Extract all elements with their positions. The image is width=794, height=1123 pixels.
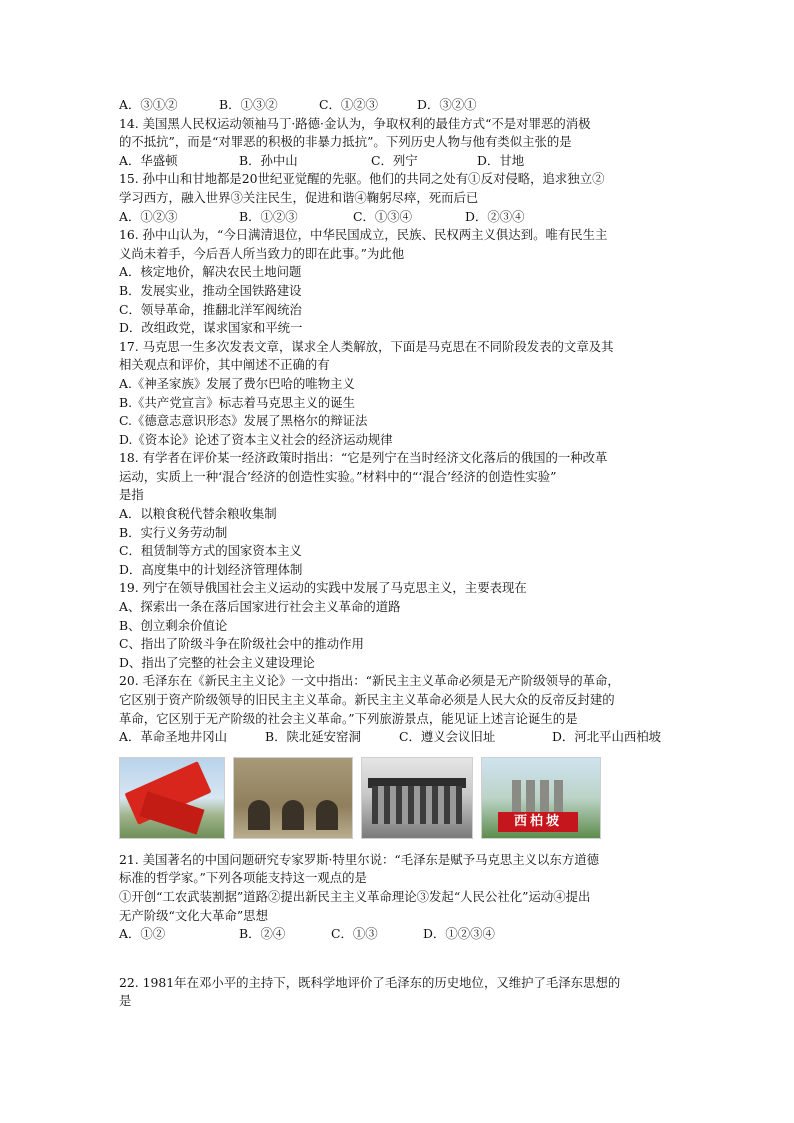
cave-door-icon: [316, 800, 338, 830]
cave-door-icon: [282, 800, 304, 830]
q19-option-a[interactable]: A、探索出一条在落后国家进行社会主义革命的道路: [119, 599, 401, 615]
q18-stem-2: 运动，实质上一种‘混合’经济的创造性实验。”材料中的“‘混合’经济的创造性实验”: [119, 468, 557, 484]
q20-option-a[interactable]: A．革命圣地井冈山: [119, 729, 228, 745]
q18-stem-1: 18. 有学者在评价某一经济政策时指出：“它是列宁在当时经济文化落后的俄国的一种改革: [119, 450, 608, 466]
q15-option-c[interactable]: C．①③④: [353, 208, 413, 224]
q21-stem-2: 标准的哲学家。”下列各项能支持这一观点的是: [119, 870, 367, 886]
q16-stem-1: 16. 孙中山认为，“今日满清退位，中华民国成立，民族、民权两主义俱达到。唯有民生主: [119, 227, 608, 243]
xibaipo-sign: 西柏坡: [498, 812, 578, 832]
q13-option-d[interactable]: D．③②①: [417, 97, 477, 112]
q18-option-a[interactable]: A．以粮食税代替余粮收集制: [119, 506, 277, 522]
jinggangshan-photo: [119, 757, 225, 839]
q15-option-a[interactable]: A．①②③: [119, 208, 178, 224]
q13-option-b[interactable]: B．①③②: [219, 97, 278, 112]
q20-photo-strip: [119, 757, 679, 839]
q20-stem-1: 20. 毛泽东在《新民主主义论》一文中指出：“新民主主义革命必须是无产阶级领导的革命，: [119, 673, 620, 689]
q22-stem-2: 是: [119, 993, 132, 1009]
q21-options: [119, 925, 679, 944]
q21-option-a[interactable]: A．①②: [119, 926, 166, 942]
q14-option-b[interactable]: B．孙中山: [239, 152, 298, 168]
q14-options: [119, 152, 679, 171]
q20-option-c[interactable]: C．遵义会议旧址: [399, 729, 496, 745]
q16-stem-2: 义尚未着手，今后吾人所当致力的即在此事。”为此他: [119, 245, 405, 261]
q13-option-a[interactable]: A．③①②: [119, 97, 178, 112]
q20-option-d[interactable]: D．河北平山西柏坡: [552, 729, 662, 745]
xibaipo-photo: [481, 757, 601, 839]
yanan-cave-photo: [233, 757, 353, 839]
q16-option-c[interactable]: C．领导革命，推翻北洋军阀统治: [119, 301, 302, 317]
q14-option-d[interactable]: D．甘地: [477, 152, 525, 168]
q21-stem-3: ①开创“工农武装割据”道路②提出新民主主义革命理论③发起“人民公社化”运动④提出: [119, 888, 591, 904]
q13-options: [119, 96, 679, 115]
q15-stem-1: 15. 孙中山和甘地都是20世纪亚觉醒的先驱。他们的共同之处有①反对侵略，追求独立②: [119, 171, 605, 187]
q15-option-d[interactable]: D．②③④: [465, 208, 525, 224]
q18-stem-3: 是指: [119, 487, 144, 503]
q19-option-d[interactable]: D、指出了完整的社会主义建设理论: [119, 654, 315, 670]
q19-stem-1: 19. 列宁在领导俄国社会主义运动的实践中发展了马克思主义，主要表现在: [119, 580, 527, 596]
q18-option-c[interactable]: C．租赁制等方式的国家资本主义: [119, 543, 302, 559]
q18-option-d[interactable]: D．高度集中的计划经济管理体制: [119, 561, 303, 577]
q21-stem-4: 无产阶级“文化大革命”思想: [119, 907, 268, 923]
q17-option-c[interactable]: C.《德意志意识形态》发展了黑格尔的辩证法: [119, 413, 368, 429]
q20-options: [119, 728, 679, 747]
q14-stem-2: 的不抵抗”，而是“对罪恶的积极的非暴力抵抗”。下列历史人物与他有类似主张的是: [119, 134, 572, 150]
q20-option-b[interactable]: B．陕北延安窑洞: [265, 729, 361, 745]
q21-option-b[interactable]: B．②④: [239, 926, 286, 942]
q19-option-c[interactable]: C、指出了阶级斗争在阶级社会中的推动作用: [119, 636, 364, 652]
q17-stem-2: 相关观点和评价，其中阐述不正确的有: [119, 357, 330, 373]
zunyi-site-photo: [361, 757, 473, 839]
building-facade-icon: [372, 786, 462, 824]
q16-option-a[interactable]: A．核定地价，解决农民土地问题: [119, 264, 302, 280]
q20-stem-2: 它区别于资产阶级领导的旧民主主义革命。新民主主义革命必须是人民大众的反帝反封建的: [119, 692, 615, 707]
q14-option-a[interactable]: A．华盛顿: [119, 152, 178, 168]
q14-stem-1: 14. 美国黑人民权运动领袖马丁·路德·金认为，争取权利的最佳方式“不是对罪恶的消极: [119, 115, 591, 131]
statue-group-icon: [512, 780, 568, 812]
q16-option-b[interactable]: B．发展实业，推动全国铁路建设: [119, 282, 302, 298]
q18-option-b[interactable]: B．实行义务劳动制: [119, 524, 228, 540]
q17-stem-1: 17. 马克思一生多次发表文章，谋求全人类解放，下面是马克思在不同阶段发表的文章及其: [119, 338, 614, 354]
q16-option-d[interactable]: D．改组政党，谋求国家和平统一: [119, 320, 303, 336]
q21-option-d[interactable]: D．①②③④: [423, 926, 495, 942]
q20-stem-3: 革命，它区别于无产阶级的社会主义革命。”下列旅游景点，能见证上述言论诞生的是: [119, 710, 578, 726]
q22-stem-1: 22. 1981年在邓小平的主持下，既科学地评价了毛泽东的历史地位，又维护了毛泽东思想的: [119, 974, 621, 990]
q21-stem-1: 21. 美国著名的中国问题研究专家罗斯·特里尔说：“毛泽东是赋予马克思主义以东方道德: [119, 851, 599, 867]
q15-options: [119, 208, 679, 227]
q17-option-d[interactable]: D.《资本论》论述了资本主义社会的经济运动规律: [119, 431, 393, 447]
q15-stem-2: 学习西方，融入世界③关注民生，促进和谐④鞠躬尽瘁，死而后已: [119, 189, 479, 205]
q21-option-c[interactable]: C．①③: [331, 926, 378, 942]
q13-option-c[interactable]: C．①②③: [319, 97, 379, 112]
exam-page: [119, 96, 679, 1011]
cave-door-icon: [248, 800, 270, 830]
q17-option-a[interactable]: A.《神圣家族》发展了费尔巴哈的唯物主义: [119, 375, 355, 391]
q17-option-b[interactable]: B.《共产党宣言》标志着马克思主义的诞生: [119, 394, 356, 410]
q15-option-b[interactable]: B．①②③: [239, 208, 298, 224]
q19-option-b[interactable]: B、创立剩余价值论: [119, 617, 228, 633]
q14-option-c[interactable]: C．列宁: [371, 152, 418, 168]
